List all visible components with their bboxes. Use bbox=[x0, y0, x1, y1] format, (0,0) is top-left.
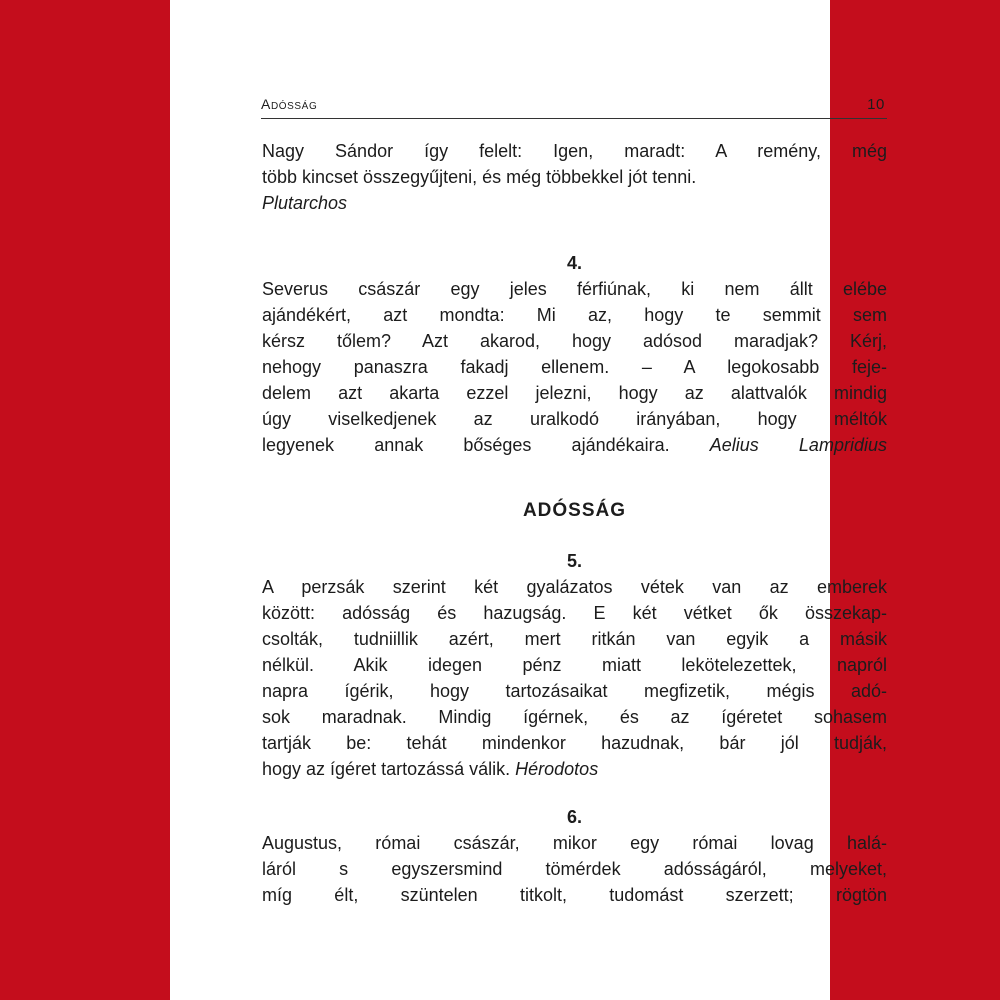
text-line: hogy az ígéret tartozássá válik. bbox=[262, 759, 511, 779]
text-line: nélkül. Akik idegen pénz miatt lekötelezettek, napról bbox=[262, 655, 887, 675]
page-number: 10 bbox=[867, 96, 885, 113]
entry-5 bbox=[262, 548, 887, 782]
entry-number: 6. bbox=[566, 807, 582, 827]
text-line: delem azt akarta ezzel jelezni, hogy az alattvalók mindig bbox=[262, 383, 887, 403]
text-line-with-author bbox=[262, 756, 887, 782]
author-attribution: Plutarchos bbox=[262, 193, 348, 213]
page-body bbox=[262, 138, 887, 908]
text-line: Nagy Sándor így felelt: Igen, maradt: A remény, még bbox=[262, 141, 887, 161]
author-attribution: Hérodotos bbox=[515, 759, 599, 779]
running-header-title: Adósság bbox=[261, 96, 318, 112]
text-line: napra ígérik, hogy tartozásaikat megfizetik, mégis adó- bbox=[262, 681, 887, 701]
text-line: csolták, tudniillik azért, mert ritkán van egyik a másik bbox=[262, 629, 887, 649]
author-attribution: Aelius Lampridius bbox=[709, 435, 887, 455]
entry-number: 5. bbox=[566, 551, 582, 571]
book-page bbox=[170, 0, 887, 1000]
text-line: ajándékért, azt mondta: Mi az, hogy te semmit sem bbox=[262, 305, 887, 325]
text-line: láról s egyszersmind tömérdek adósságáról, melyeket, bbox=[262, 859, 887, 879]
text-line: míg élt, szüntelen titkolt, tudomást szerzett; rögtön bbox=[262, 885, 887, 905]
text-line: A perzsák szerint két gyalázatos vétek van az emberek bbox=[262, 577, 887, 597]
intro-paragraph bbox=[262, 138, 887, 216]
text-line-with-author bbox=[262, 432, 887, 458]
entry-4 bbox=[262, 250, 887, 458]
text-line: sok maradnak. Mindig ígérnek, és az ígéretet sohasem bbox=[262, 707, 887, 727]
text-line: tartják be: tehát mindenkor hazudnak, bár jól tudják, bbox=[262, 733, 887, 753]
text-line: között: adósság és hazugság. E két vétket ők összekap- bbox=[262, 603, 887, 623]
text-line: legyenek annak bőséges ajándékaira. bbox=[262, 435, 670, 455]
entry-6 bbox=[262, 804, 887, 908]
entry-number: 4. bbox=[566, 253, 582, 273]
running-header bbox=[261, 96, 887, 119]
section-title: ADÓSSÁG bbox=[522, 500, 627, 521]
text-line: Severus császár egy jeles férfiúnak, ki nem állt elébe bbox=[262, 279, 887, 299]
text-line: kérsz tőlem? Azt akarod, hogy adósod maradjak? Kérj, bbox=[262, 331, 887, 351]
text-line: több kincset összegyűjteni, és még többekkel jót tenni. bbox=[262, 167, 697, 187]
text-line: Augustus, római császár, mikor egy római lovag halá- bbox=[262, 833, 887, 853]
text-line: úgy viselkedjenek az uralkodó irányában, hogy méltók bbox=[262, 409, 887, 429]
text-line: nehogy panaszra fakadj ellenem. – A legokosabb feje- bbox=[262, 357, 887, 377]
